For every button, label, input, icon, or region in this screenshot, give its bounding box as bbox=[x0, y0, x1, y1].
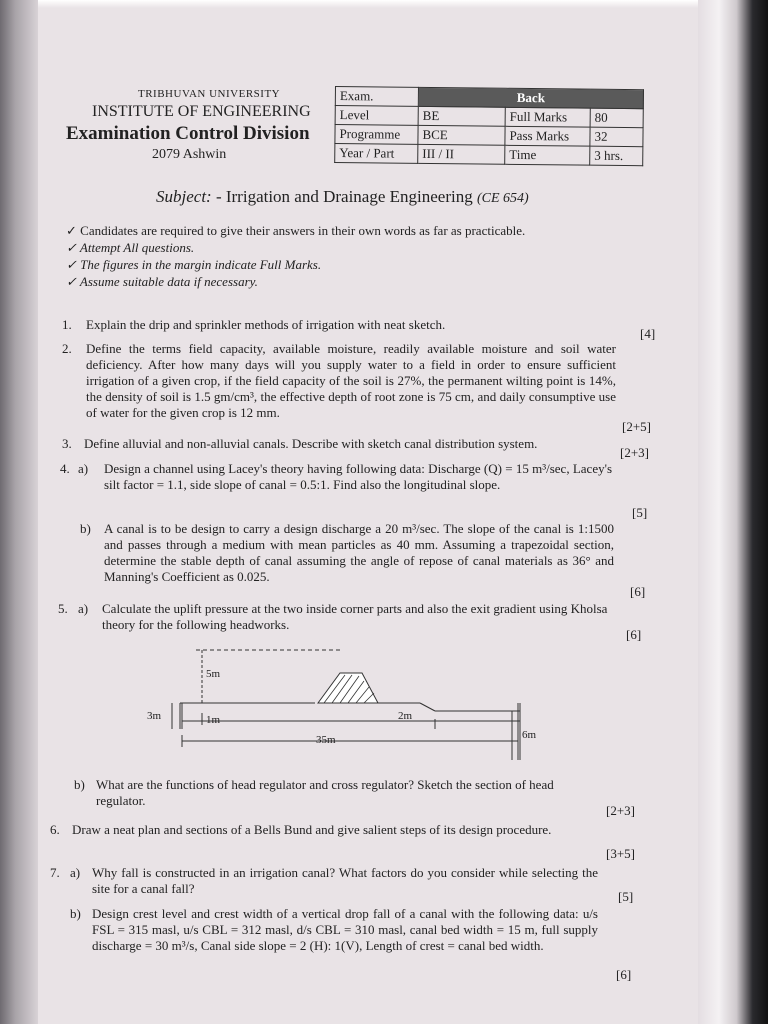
question-marks: [6] bbox=[630, 584, 646, 599]
subject-label: Subject: - bbox=[156, 187, 222, 206]
instruction-item: ✓ Assume suitable data if necessary. bbox=[66, 274, 258, 289]
full-marks-value: 80 bbox=[590, 108, 643, 128]
question-marks: [5] bbox=[618, 889, 634, 904]
question-text: Why fall is constructed in an irrigation canal? What factors do you consider while selecting the site for a canal fall? bbox=[92, 865, 598, 896]
question-text: Define the terms field capacity, available moisture, readily available moisture and soil water deficiency. After how many days will you supply water to a field in order to ensure sufficient irrigation of a given crop, if the field capacity of the soil is 27%, the permanent wilting point is 14%, the density of soil is 1.5 gm/cm³, the effective depth of root zone is 75 cm, and daily consumptive use of water for the given crop is 12 mm. bbox=[86, 341, 616, 420]
question-text: Define alluvial and non-alluvial canals. Describe with sketch canal distribution system. bbox=[84, 436, 538, 451]
question-text: Calculate the uplift pressure at the two inside corner parts and also the exit gradient using Kholsa theory for the following headworks. bbox=[102, 601, 608, 632]
checkmark-icon: ✓ bbox=[66, 274, 77, 289]
instruction-item: ✓ The figures in the margin indicate Full Marks. bbox=[66, 257, 322, 272]
instruction-item: ✓ Attempt All questions. bbox=[66, 240, 195, 255]
label-35m: 35m bbox=[316, 734, 336, 746]
label-3m: 3m bbox=[147, 710, 162, 722]
exam-year: 2079 Ashwin bbox=[152, 147, 227, 162]
question-text: Explain the drip and sprinkler methods of irrigation with neat sketch. bbox=[86, 317, 446, 332]
question-number: 5. bbox=[58, 601, 68, 616]
exam-label: Exam. bbox=[335, 87, 418, 107]
question-sub: a) bbox=[78, 601, 89, 616]
question-marks: [2+5] bbox=[622, 419, 651, 434]
label-5m: 5m bbox=[206, 668, 221, 680]
year-part-value: III / II bbox=[418, 144, 505, 164]
subject-code: (CE 654) bbox=[476, 191, 529, 206]
question-number: 2. bbox=[62, 341, 72, 356]
question-number: 7. bbox=[50, 865, 60, 880]
question-text: A canal is to be design to carry a design discharge a 20 m³/sec. The slope of the canal is 1:1500 and passes through a medium with mean particles as 40 mm. Assuming a trapezoidal section, determine the stable depth of canal assuming the angle of repose of canal materials as 36° and Manning's Coefficient as 0.025. bbox=[104, 521, 614, 584]
question-marks: [3+5] bbox=[606, 846, 635, 861]
question-number: 6. bbox=[50, 822, 60, 837]
question-marks: [6] bbox=[626, 627, 642, 642]
label-2m: 2m bbox=[398, 710, 413, 722]
question-sub: b) bbox=[70, 906, 81, 921]
question-marks: [4] bbox=[640, 326, 656, 341]
question-marks: [6] bbox=[616, 967, 632, 982]
question-marks: [2+3] bbox=[620, 445, 649, 460]
checkmark-icon: ✓ bbox=[66, 240, 77, 255]
question-sub: a) bbox=[70, 865, 81, 880]
question-marks: [2+3] bbox=[606, 803, 635, 818]
instruction-item: ✓ Candidates are required to give their answers in their own words as far as practicable. bbox=[66, 223, 526, 238]
subject-line bbox=[156, 187, 529, 207]
programme-value: BCE bbox=[418, 125, 505, 145]
level-value: BE bbox=[418, 106, 505, 126]
division-name: Examination Control Division bbox=[66, 123, 310, 144]
question-number: 1. bbox=[62, 317, 72, 332]
level-label: Level bbox=[335, 106, 418, 126]
university-name: TRIBHUVAN UNIVERSITY bbox=[138, 88, 281, 100]
checkmark-icon: ✓ bbox=[66, 257, 77, 272]
question-sub: b) bbox=[80, 521, 91, 536]
headworks-diagram bbox=[140, 645, 540, 770]
pass-marks-value: 32 bbox=[590, 127, 643, 147]
subject-name: Irrigation and Drainage Engineering bbox=[225, 187, 473, 206]
checkmark-icon: ✓ bbox=[66, 223, 77, 238]
question-sub: b) bbox=[74, 777, 85, 792]
year-part-label: Year / Part bbox=[335, 144, 418, 164]
time-label: Time bbox=[505, 145, 590, 165]
question-marks: [5] bbox=[632, 505, 648, 520]
time-value: 3 hrs. bbox=[590, 146, 643, 166]
institute-name: INSTITUTE OF ENGINEERING bbox=[92, 103, 311, 120]
pass-marks-label: Pass Marks bbox=[505, 126, 590, 146]
label-6m: 6m bbox=[522, 729, 537, 741]
programme-label: Programme bbox=[335, 125, 418, 145]
question-sub: a) bbox=[78, 461, 89, 476]
question-number: 4. bbox=[60, 461, 70, 476]
label-1m: 1m bbox=[206, 714, 221, 726]
exam-info-table bbox=[334, 86, 644, 166]
question-text: Design a channel using Lacey's theory having following data: Discharge (Q) = 15 m³/sec, Lacey's silt factor = 1.1, side slope of canal = 0.5:1. Find also the longitudinal slope. bbox=[104, 461, 612, 492]
question-text: Draw a neat plan and sections of a Bells Bund and give salient steps of its design procedure. bbox=[72, 822, 552, 837]
full-marks-label: Full Marks bbox=[505, 107, 590, 127]
exam-value: Back bbox=[418, 87, 643, 108]
question-text: Design crest level and crest width of a vertical drop fall of a canal with the following data: u/s FSL = 315 masl, u/s CBL = 312 masl, d/s CBL = 310 masl, canal bed width = 15 m, full supply discharge = 30 m³/s, Canal side slope = 2 (H): 1(V), Length of crest = canal bed width. bbox=[92, 906, 598, 953]
question-number: 3. bbox=[62, 436, 72, 451]
question-text: What are the functions of head regulator and cross regulator? Sketch the section of head regulator. bbox=[96, 777, 554, 808]
